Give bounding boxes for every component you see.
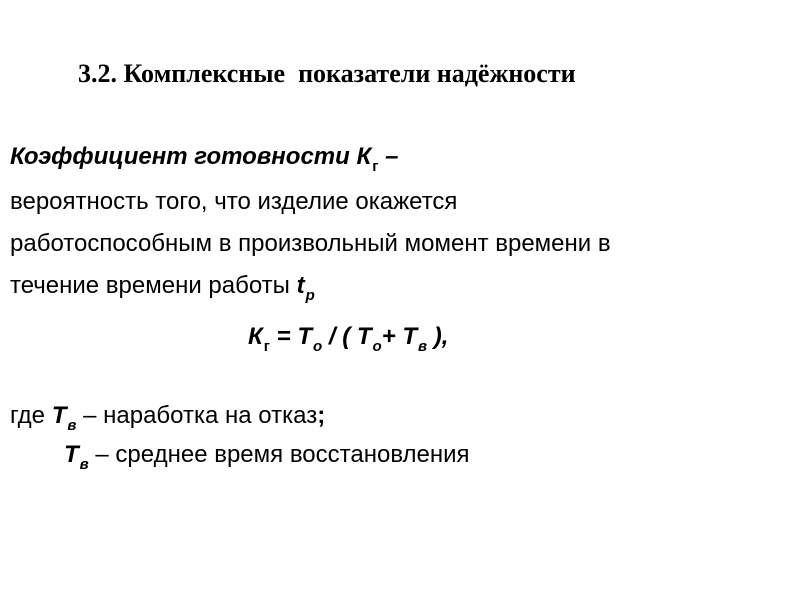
definition-line-2: вероятность того, что изделие окажется <box>10 188 458 215</box>
formula-div: / ( T <box>322 323 372 350</box>
definition-term-line <box>10 136 790 181</box>
where-symbol-1-subscript: в <box>67 417 77 434</box>
definition-line-4-text: течение времени работы <box>10 272 297 299</box>
where-desc-1: – наработка на отказ <box>76 402 318 429</box>
where-desc-2: – среднее время восстановления <box>88 441 470 468</box>
definition-line-3: работоспособным в произвольный момент времени в <box>10 230 611 257</box>
formula-t0-subscript: о <box>313 338 323 355</box>
where-prefix: где <box>10 402 52 429</box>
definition-block <box>10 136 790 310</box>
formula-k: К <box>248 323 263 350</box>
definition-term-subscript: г <box>372 158 379 175</box>
work-time-subscript: р <box>305 287 315 304</box>
formula-tv-subscript: в <box>418 338 428 355</box>
where-symbol-2-subscript: в <box>79 456 89 473</box>
where-line-1 <box>10 398 470 437</box>
where-semicolon: ; <box>317 402 326 429</box>
definition-term-dash: – <box>378 143 399 170</box>
definition-line-4 <box>10 265 790 310</box>
where-symbol-1: T <box>51 402 67 429</box>
formula-close: ), <box>427 323 449 350</box>
work-time-symbol: t <box>296 272 305 299</box>
where-symbol-2: T <box>64 441 79 468</box>
formula <box>248 323 449 355</box>
definition-term: Коэффициент готовности К <box>10 143 372 170</box>
formula-k-subscript: г <box>263 338 271 355</box>
formula-eq: = T <box>270 323 313 350</box>
formula-plus: + T <box>381 323 418 350</box>
where-line-2 <box>10 437 470 476</box>
slide-title: 3.2. Комплексные показатели надёжности <box>78 59 576 88</box>
formula-t0b-subscript: о <box>372 338 382 355</box>
where-block <box>10 398 470 476</box>
